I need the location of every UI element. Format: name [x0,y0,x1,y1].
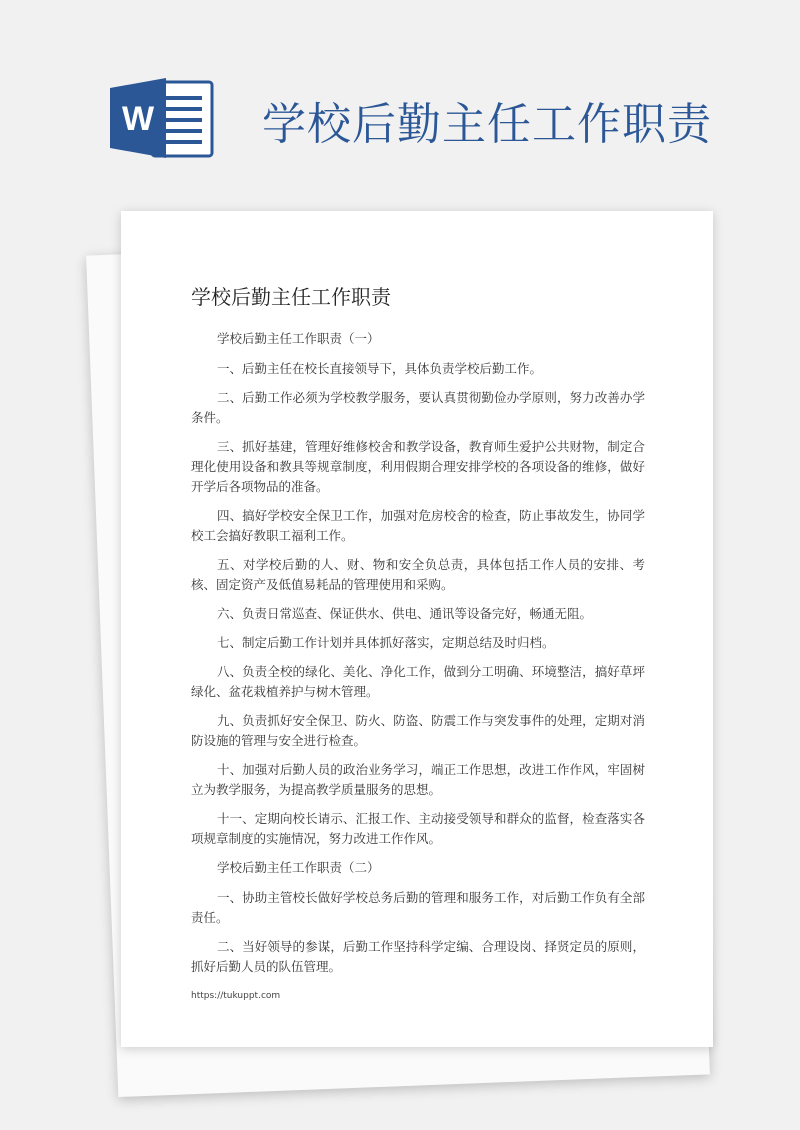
document-page [121,211,713,1047]
paragraph: 八、负责全校的绿化、美化、净化工作，做到分工明确、环境整洁，搞好草坪绿化、盆花栽植养护与树木管理。 [191,664,645,699]
paragraph: 一、后勤主任在校长直接领导下，具体负责学校后勤工作。 [217,361,543,376]
paragraph: 十、加强对后勤人员的政治业务学习，端正工作思想，改进工作作风，牢固树立为教学服务，为提高教学质量服务的思想。 [191,762,645,797]
paragraph: 五、对学校后勤的人、财、物和安全负总责，具体包括工作人员的安排、考核、固定资产及低值易耗品的管理使用和采购。 [191,557,645,592]
paragraph: 三、抓好基建，管理好维修校舍和教学设备，教育师生爱护公共财物，制定合理化使用设备和教具等规章制度，利用假期合理安排学校的各项设备的维修，做好开学后各项物品的准备。 [191,439,645,494]
banner [0,0,800,200]
banner-title: 学校后勤主任工作职责 [262,99,712,150]
document-title: 学校后勤主任工作职责 [191,285,391,309]
footer-url: https://tukuppt.com [191,991,281,1001]
paragraph: 一、协助主管校长做好学校总务后勤的管理和服务工作，对后勤工作负有全部责任。 [191,890,645,925]
section-heading: 学校后勤主任工作职责（二） [217,860,380,875]
paragraph: 十一、定期向校长请示、汇报工作、主动接受领导和群众的监督，检查落实各项规章制度的实施情况，努力改进工作作风。 [191,811,645,846]
document-body [191,329,645,986]
paragraph: 七、制定后勤工作计划并具体抓好落实，定期总结及时归档。 [217,635,555,650]
word-document-icon [108,78,216,158]
paragraph: 四、搞好学校安全保卫工作，加强对危房校舍的检查，防止事故发生，协同学校工会搞好教职工福利工作。 [191,508,645,543]
word-letter: W [121,100,155,138]
paragraph: 二、后勤工作必须为学校教学服务，要认真贯彻勤俭办学原则，努力改善办学条件。 [191,390,645,425]
paragraph: 九、负责抓好安全保卫、防火、防盗、防震工作与突发事件的处理，定期对消防设施的管理与安全进行检查。 [191,713,645,748]
paragraph: 二、当好领导的参谋，后勤工作坚持科学定编、合理设岗、择贤定员的原则，抓好后勤人员的队伍管理。 [191,939,645,974]
section-heading: 学校后勤主任工作职责（一） [217,331,380,346]
paragraph: 六、负责日常巡查、保证供水、供电、通讯等设备完好，畅通无阻。 [217,606,593,621]
